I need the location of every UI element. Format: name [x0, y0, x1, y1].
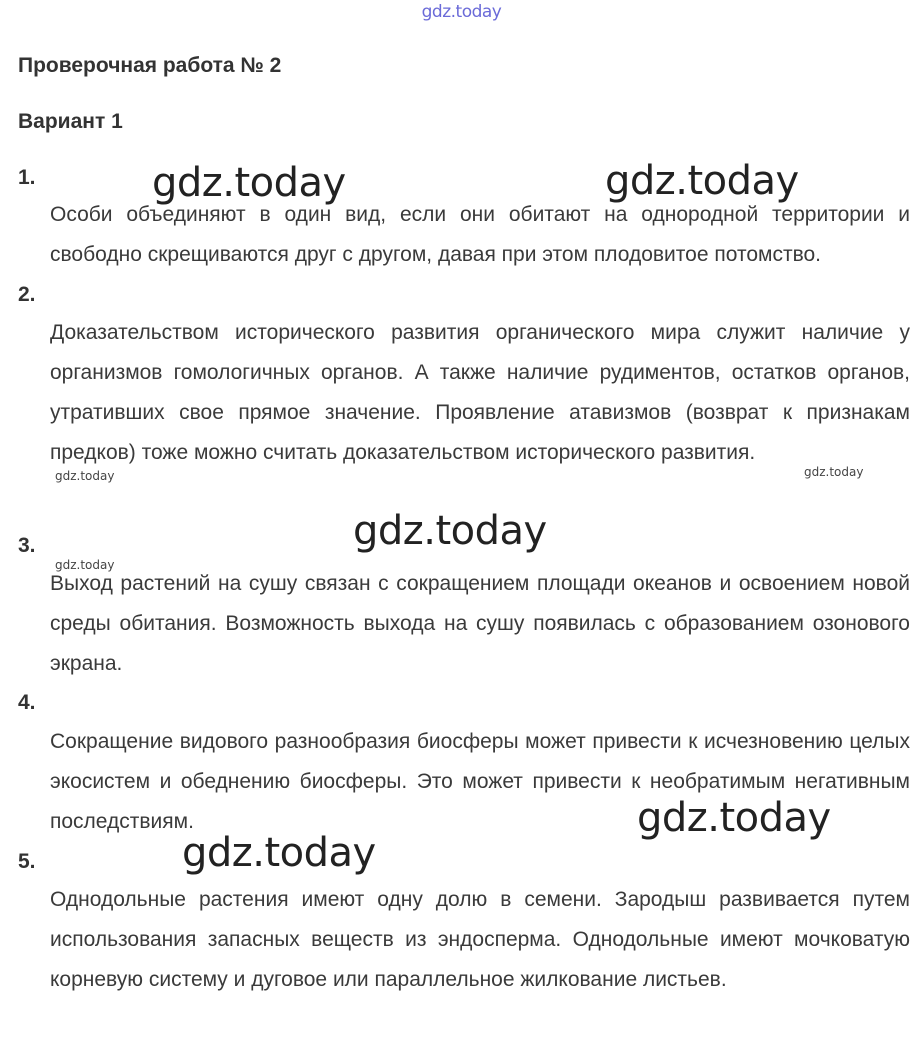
watermark-top: gdz.today [421, 2, 502, 22]
watermark-small-1: gdz.today [55, 469, 115, 483]
watermark-4: gdz.today [637, 795, 831, 841]
watermark-2: gdz.today [605, 158, 799, 204]
item-text-5: Однодольные растения имеют одну долю в семени. Зародыш развивается путем использования запасных веществ из эндосперма. Однодольные имеют мочковатую корневую систему и дуговое или параллельное жилкование листьев. [50, 888, 910, 991]
watermark-small-2: gdz.today [804, 465, 864, 479]
item-number-5: 5. [18, 850, 36, 873]
variant-heading: Вариант 1 [18, 110, 123, 133]
page-title: Проверочная работа № 2 [18, 54, 282, 77]
item-number-2: 2. [18, 283, 36, 306]
watermark-5: gdz.today [182, 830, 376, 876]
watermark-3: gdz.today [353, 508, 547, 554]
item-number-3: 3. [18, 534, 36, 557]
item-text-3: Выход растений на сушу связан с сокращением площади океанов и освоением новой среды обитания. Возможность выхода на сушу появилась с образованием озонового экрана. [50, 572, 910, 675]
item-text-2: Доказательством исторического развития органического мира служит наличие у организмов гомологичных органов. А также наличие рудиментов, остатков органов, утративших свое прямое значение. Проявление атавизмов (возврат к признакам предков) тоже можно считать доказательством исторического развития. [50, 321, 910, 464]
item-text-4: Сокращение видового разнообразия биосферы может привести к исчезновению целых экосистем и обеднению биосферы. Это может привести к необратимым негативным последствиям. [50, 730, 910, 833]
item-text-1: Особи объединяют в один вид, если они обитают на однородной территории и свободно скрещиваются друг с другом, давая при этом плодовитое потомство. [50, 203, 910, 266]
watermark-small-3: gdz.today [55, 558, 115, 572]
item-number-1: 1. [18, 166, 36, 189]
watermark-1: gdz.today [152, 160, 346, 206]
item-number-4: 4. [18, 691, 36, 714]
